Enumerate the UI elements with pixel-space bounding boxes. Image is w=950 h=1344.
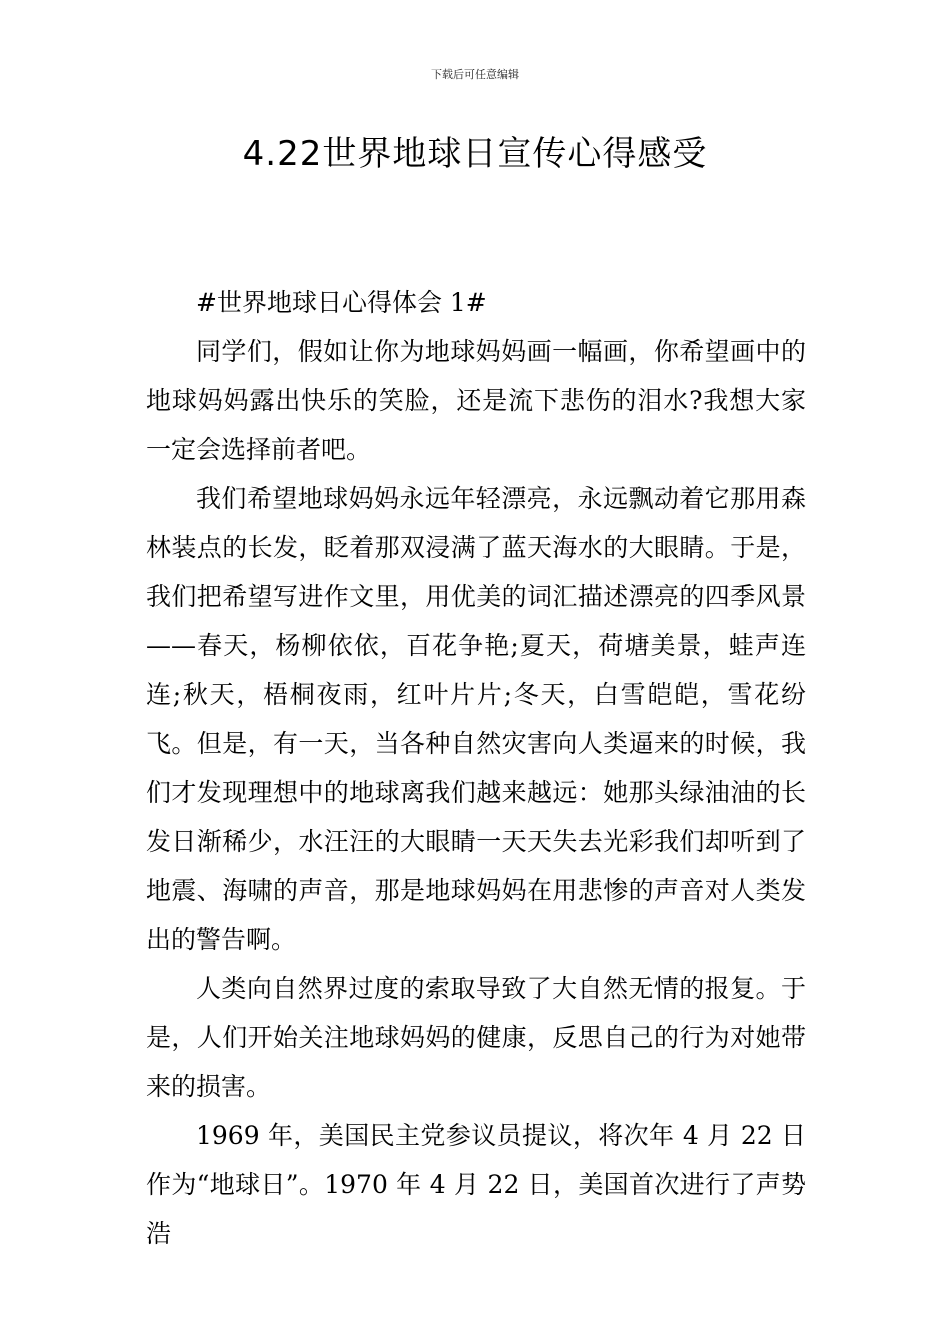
page-title: 4.22世界地球日宣传心得感受 xyxy=(242,134,708,174)
section-heading: #世界地球日心得体会 1# xyxy=(196,288,487,317)
document-body xyxy=(146,278,806,1258)
paragraph-1: 同学们，假如让你为地球妈妈画一幅画，你希望画中的地球妈妈露出快乐的笑脸，还是流下悲伤的泪水?我想大家一定会选择前者吧。 xyxy=(146,337,806,464)
header-note: 下载后可任意编辑 xyxy=(431,68,519,81)
paragraph-4: 1969 年，美国民主党参议员提议，将次年 4 月 22 日作为“地球日”。1970 年 4 月 22 日，美国首次进行了声势浩 xyxy=(146,1121,806,1248)
paragraph-2: 我们希望地球妈妈永远年轻漂亮，永远飘动着它那用森林装点的长发，眨着那双浸满了蓝天海水的大眼睛。于是，我们把希望写进作文里，用优美的词汇描述漂亮的四季风景——春天，杨柳依依，百花争艳;夏天，荷塘美景，蛙声连连;秋天，梧桐夜雨，红叶片片;冬天，白雪皑皑，雪花纷飞。但是，有一天，当各种自然灾害向人类逼来的时候，我们才发现理想中的地球离我们越来越远：她那头绿油油的长发日渐稀少，水汪汪的大眼睛一天天失去光彩我们却听到了地震、海啸的声音，那是地球妈妈在用悲惨的声音对人类发出的警告啊。 xyxy=(146,484,806,954)
paragraph-3: 人类向自然界过度的索取导致了大自然无情的报复。于是，人们开始关注地球妈妈的健康，反思自己的行为对她带来的损害。 xyxy=(146,974,806,1101)
